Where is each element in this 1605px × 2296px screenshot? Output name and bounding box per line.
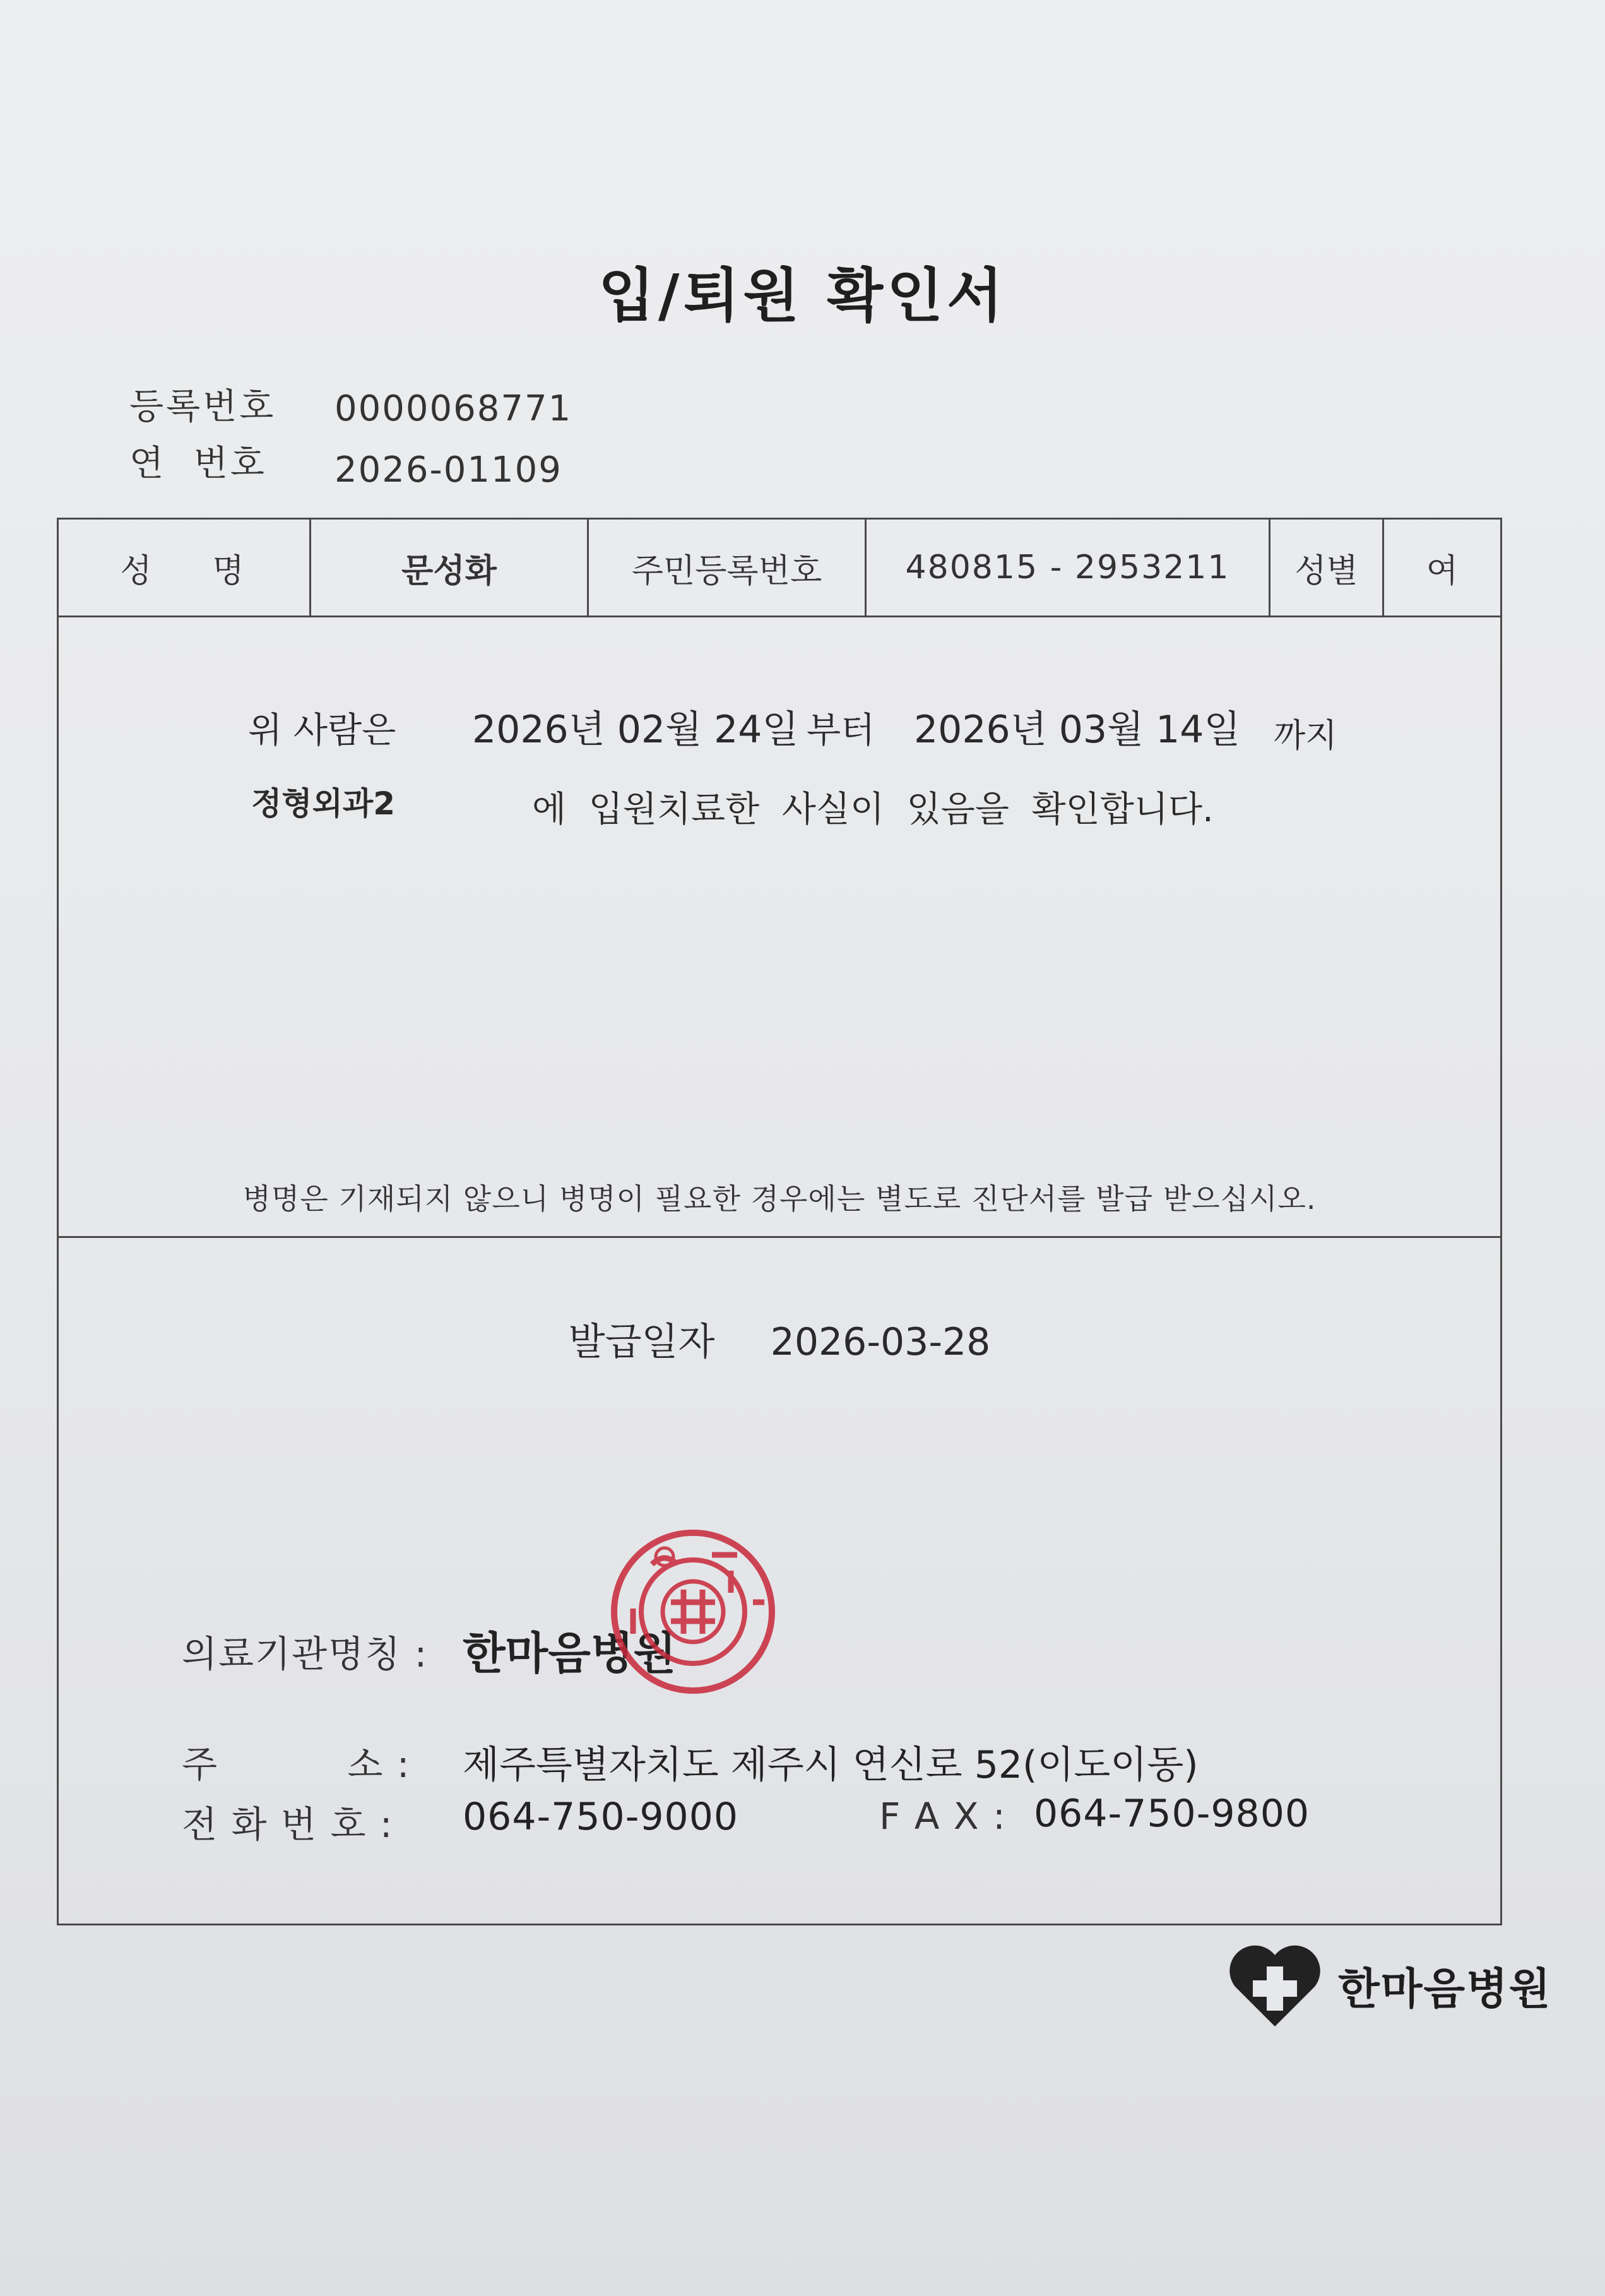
statement-subject: 위 사람은 <box>248 710 396 751</box>
patient-info-row <box>59 520 1500 617</box>
rrn-value: 480815 - 2953211 <box>867 520 1270 616</box>
from-word: 부터 <box>807 710 875 751</box>
issue-date-value: 2026-03-28 <box>770 1320 991 1364</box>
rrn-label: 주민등록번호 <box>589 520 867 616</box>
phone-value: 064-750-9000 <box>463 1795 739 1839</box>
registration-number-value: 0000068771 <box>335 388 572 429</box>
name-label: 성 명 <box>59 520 311 616</box>
section-divider <box>59 1236 1500 1238</box>
phone-label: 전 화 번 호 : <box>182 1803 394 1846</box>
institution-name-label: 의료기관명칭 : <box>182 1633 429 1675</box>
serial-number-value: 2026-01109 <box>335 449 562 491</box>
discharge-date: 2026년 03월 14일 <box>914 708 1241 752</box>
hospital-logo <box>1228 1941 1551 2030</box>
logo-wordmark: 한마음병원 <box>1338 1964 1552 2014</box>
department: 정형외과2 <box>251 785 395 822</box>
patient-name: 문성화 <box>311 520 589 616</box>
certificate-box <box>57 518 1502 1925</box>
confirmation-text: 에 입원치료한 사실이 있음을 확인합니다. <box>532 789 1214 830</box>
to-word: 까지 <box>1274 717 1337 755</box>
admission-date: 2026년 02월 24일 <box>472 708 799 752</box>
sex-value: 여 <box>1426 552 1459 590</box>
serial-number-label: 연 번호 <box>129 443 267 484</box>
sex-label: 성별 <box>1270 520 1384 616</box>
fax-label: F A X : <box>879 1795 1007 1838</box>
heart-cross-logo-icon <box>1228 1941 1322 2030</box>
fax-value: 064-750-9800 <box>1034 1792 1310 1836</box>
registration-number-label: 등록번호 <box>129 386 276 427</box>
address-value: 제주특별자치도 제주시 연신로 52(이도이동) <box>463 1743 1199 1787</box>
address-label: 주 소 : <box>182 1743 411 1786</box>
institution-name: 한마음병원 <box>463 1627 677 1679</box>
hospital-seal-stamp <box>608 1526 778 1697</box>
issue-date-line <box>59 1312 1500 1366</box>
issue-date-label: 발급일자 <box>568 1320 715 1364</box>
diagnosis-notice: 병명은 기재되지 않으니 병명이 필요한 경우에는 별도로 진단서를 발급 받으십시오. <box>242 1182 1317 1216</box>
document-title: 입/퇴원 확인서 <box>598 262 1007 330</box>
